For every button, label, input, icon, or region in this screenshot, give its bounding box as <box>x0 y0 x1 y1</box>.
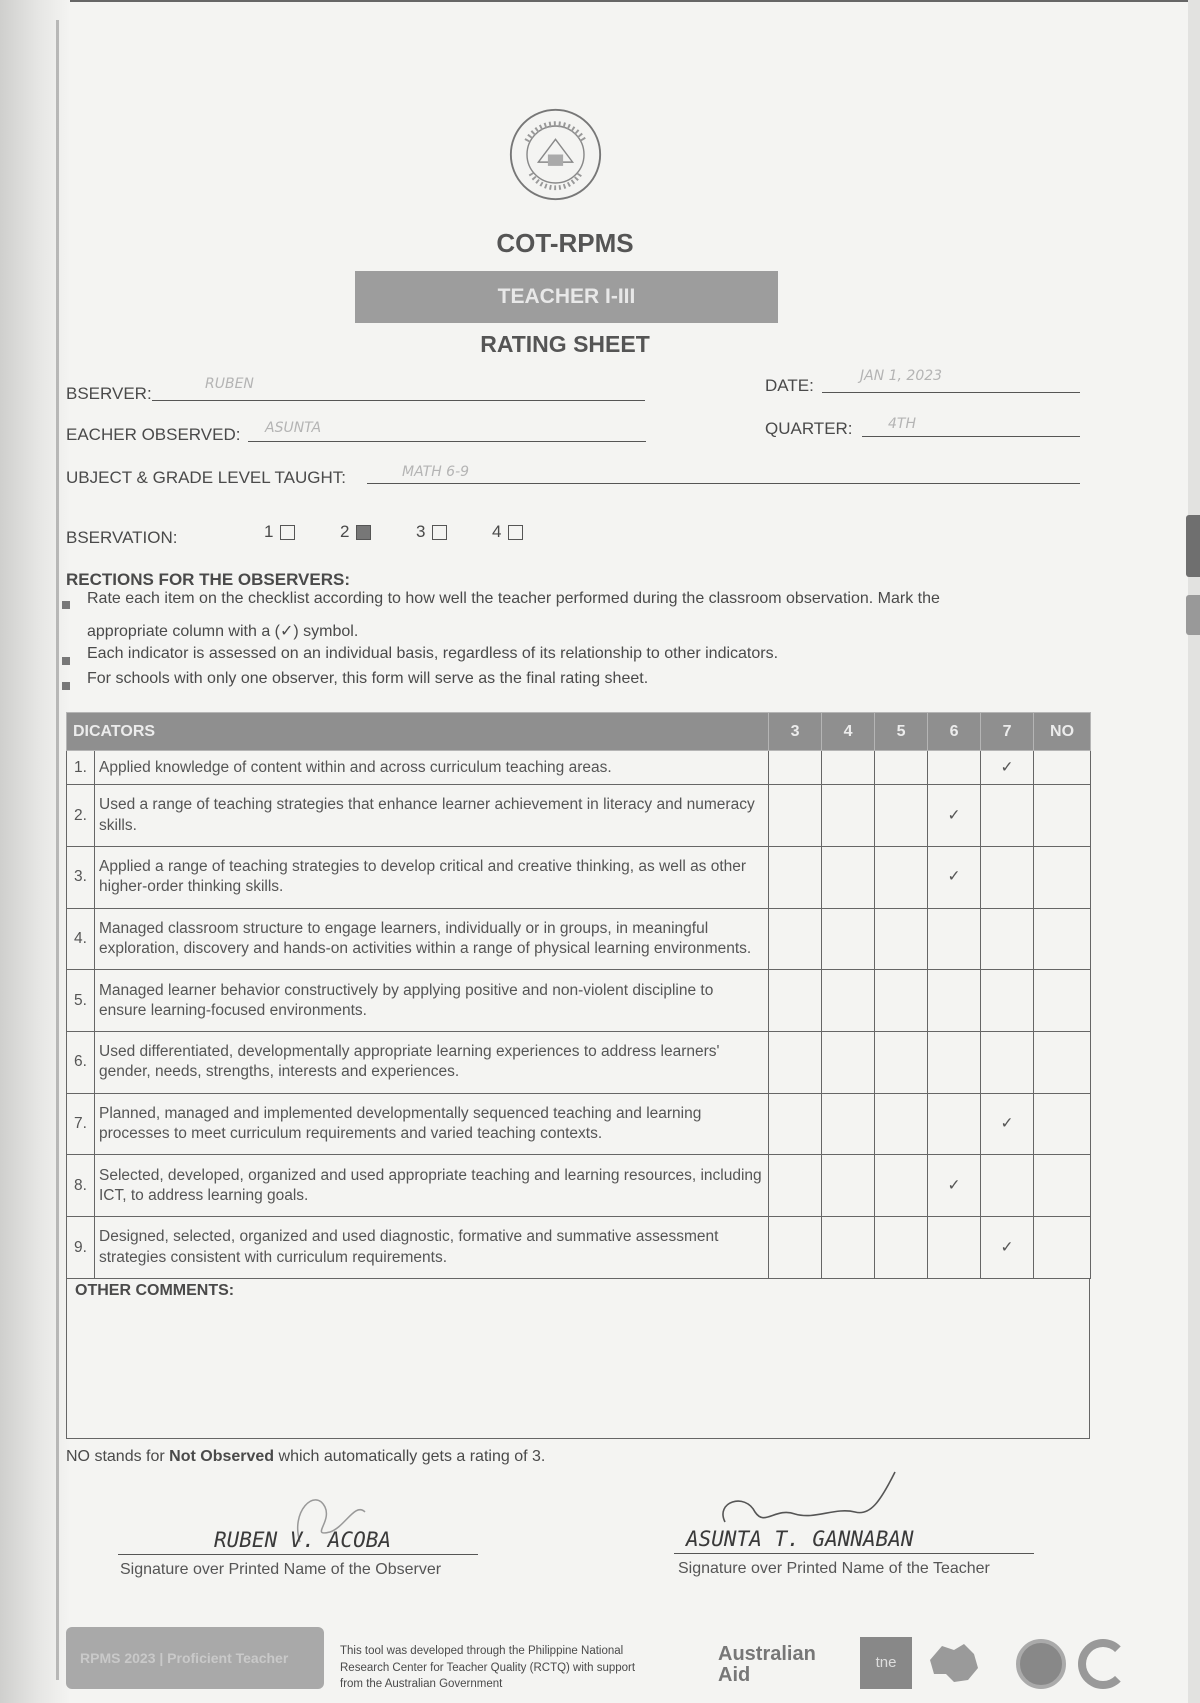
bullet-marker <box>62 601 70 609</box>
rating-cell[interactable] <box>769 970 822 1032</box>
note-bold: Not Observed <box>169 1448 275 1465</box>
page-subtitle: RATING SHEET <box>480 331 650 357</box>
subject-grade-value[interactable]: MATH 6-9 <box>402 464 470 480</box>
indicator-number: 8. <box>67 1155 95 1217</box>
observer-line <box>152 400 645 401</box>
observation-option-label: 4 <box>492 522 502 541</box>
rating-cell[interactable] <box>822 785 875 847</box>
rating-cell[interactable] <box>981 785 1034 847</box>
column-header: 4 <box>822 713 875 751</box>
date-label: DATE: <box>765 376 814 395</box>
rating-cell[interactable] <box>875 970 928 1032</box>
rating-cell[interactable] <box>822 751 875 785</box>
rating-cell[interactable] <box>1034 846 1091 908</box>
note-suffix: which automatically gets a rating of 3. <box>274 1448 546 1465</box>
table-row <box>67 1093 1091 1155</box>
other-comments-label: OTHER COMMENTS: <box>75 1282 235 1299</box>
rating-cell[interactable] <box>875 1093 928 1155</box>
indicator-text: Planned, managed and implemented developmentally sequenced teaching and learning processes to meet curriculum requirements and varied teaching contexts. <box>95 1093 769 1155</box>
subject-grade-line <box>367 483 1080 484</box>
indicator-text: Managed classroom structure to engage learners, individually or in groups, in meaningful exploration, discovery and hands-on activities within a range of physical learning environments. <box>95 908 769 970</box>
observation-option-1[interactable] <box>264 522 295 542</box>
direction-line: appropriate column with a (✓) symbol. <box>87 623 359 640</box>
rating-cell[interactable] <box>928 751 981 785</box>
rating-cell[interactable]: ✓ <box>928 1155 981 1217</box>
rating-cell[interactable]: ✓ <box>981 1093 1034 1155</box>
observer-signature-line <box>118 1554 478 1555</box>
rating-cell[interactable] <box>822 908 875 970</box>
seal-logo-icon <box>1016 1639 1066 1689</box>
indicator-number: 1. <box>67 751 95 785</box>
table-row <box>67 1032 1091 1094</box>
footer-credit-line: This tool was developed through the Philippine National <box>340 1645 624 1657</box>
table-row <box>67 846 1091 908</box>
quarter-label: QUARTER: <box>765 419 853 438</box>
column-header: 7 <box>981 713 1034 751</box>
rating-cell[interactable]: ✓ <box>928 846 981 908</box>
rating-cell[interactable] <box>822 970 875 1032</box>
observer-signature-caption: Signature over Printed Name of the Observer <box>120 1561 442 1578</box>
indicator-number: 2. <box>67 785 95 847</box>
indicator-text: Managed learner behavior constructively by applying positive and non-violent discipline to ensure learning-focused environments. <box>95 970 769 1032</box>
rating-cell[interactable] <box>822 1093 875 1155</box>
date-line <box>822 392 1080 393</box>
indicator-text: Designed, selected, organized and used diagnostic, formative and summative assessment strategies consistent with curriculum requirements. <box>95 1217 769 1279</box>
quarter-line <box>862 436 1080 437</box>
table-row <box>67 785 1091 847</box>
indicators-table <box>66 712 1091 1279</box>
column-header: 6 <box>928 713 981 751</box>
rating-cell[interactable]: ✓ <box>981 1217 1034 1279</box>
observation-label: BSERVATION: <box>66 528 178 547</box>
rating-cell[interactable] <box>928 970 981 1032</box>
rating-cell[interactable]: ✓ <box>928 785 981 847</box>
rating-cell[interactable] <box>981 846 1034 908</box>
teacher-observed-value[interactable]: ASUNTA <box>265 420 322 436</box>
rating-cell[interactable] <box>822 846 875 908</box>
indicator-number: 7. <box>67 1093 95 1155</box>
rating-cell[interactable] <box>1034 751 1091 785</box>
table-header-row <box>67 713 1091 751</box>
observer-value[interactable]: RUBEN <box>205 376 254 392</box>
indicator-number: 6. <box>67 1032 95 1094</box>
observation-option-4[interactable] <box>492 522 523 542</box>
rating-cell[interactable] <box>1034 1155 1091 1217</box>
teacher-observed-line <box>248 441 646 442</box>
note-prefix: NO stands for <box>66 1448 170 1465</box>
rating-cell[interactable] <box>769 1217 822 1279</box>
teacher-signature-caption: Signature over Printed Name of the Teacher <box>678 1560 990 1577</box>
not-observed-note <box>66 1448 545 1466</box>
indicator-number: 9. <box>67 1217 95 1279</box>
rating-cell[interactable] <box>1034 1217 1091 1279</box>
rating-cell[interactable] <box>769 1155 822 1217</box>
column-header: 3 <box>769 713 822 751</box>
rating-cell[interactable] <box>1034 1032 1091 1094</box>
rating-cell[interactable] <box>981 1155 1034 1217</box>
partner-logo: tne <box>860 1637 912 1689</box>
direction-line: Rate each item on the checklist according to how well the teacher performed during the classroom observation. Mark the <box>87 590 940 607</box>
rating-cell[interactable] <box>928 908 981 970</box>
rating-cell[interactable] <box>875 785 928 847</box>
indicator-number: 5. <box>67 970 95 1032</box>
table-row <box>67 1217 1091 1279</box>
footer-badge: RPMS 2023 | Proficient Teacher <box>66 1627 324 1689</box>
indicator-text: Used differentiated, developmentally appropriate learning experiences to address learners' gender, needs, strengths, interests and experiences. <box>95 1032 769 1094</box>
rating-cell[interactable] <box>981 1032 1034 1094</box>
rating-cell[interactable] <box>769 908 822 970</box>
bullet-marker <box>62 657 70 665</box>
rating-cell[interactable]: ✓ <box>981 751 1034 785</box>
observation-checkbox[interactable] <box>432 525 447 540</box>
observation-option-3[interactable] <box>416 522 447 542</box>
rating-cell[interactable] <box>875 846 928 908</box>
rating-cell[interactable] <box>1034 785 1091 847</box>
bullet-marker <box>62 682 70 690</box>
rating-cell[interactable] <box>769 846 822 908</box>
indicator-text: Applied a range of teaching strategies to develop critical and creative thinking, as well as other higher-order thinking skills. <box>95 846 769 908</box>
rating-cell[interactable] <box>928 1217 981 1279</box>
rating-cell[interactable] <box>875 1217 928 1279</box>
rctq-logo-icon <box>1078 1639 1128 1689</box>
indicator-number: 4. <box>67 908 95 970</box>
table-row <box>67 1155 1091 1217</box>
indicator-text: Applied knowledge of content within and across curriculum teaching areas. <box>95 751 769 785</box>
observation-option-2[interactable] <box>340 522 371 542</box>
rating-cell[interactable] <box>769 1093 822 1155</box>
top-edge-line <box>0 0 1200 2</box>
column-header: NO <box>1034 713 1091 751</box>
observation-checkbox[interactable] <box>508 525 523 540</box>
rating-cell[interactable] <box>928 1032 981 1094</box>
teacher-level-banner: TEACHER I-III <box>355 271 778 323</box>
directions-title: RECTIONS FOR THE OBSERVERS: <box>66 570 350 589</box>
other-comments-box[interactable] <box>66 1279 1090 1439</box>
deped-seal-icon <box>508 107 603 202</box>
observation-option-label: 2 <box>340 522 350 541</box>
binding-line <box>56 20 59 1680</box>
right-edge-tab <box>1186 515 1200 577</box>
rating-cell[interactable] <box>928 1093 981 1155</box>
rating-cell[interactable] <box>1034 908 1091 970</box>
table-row <box>67 751 1091 785</box>
date-value[interactable]: JAN 1, 2023 <box>860 368 943 384</box>
rating-cell[interactable] <box>769 785 822 847</box>
australian-aid-line1: Australian <box>718 1643 816 1665</box>
teacher-printed-name: ASUNTA T. GANNABAN <box>686 1527 914 1551</box>
direction-line: For schools with only one observer, this form will serve as the final rating sheet. <box>87 670 649 687</box>
rating-cell[interactable] <box>875 751 928 785</box>
teacher-signature-line <box>674 1553 1034 1554</box>
column-header: 5 <box>875 713 928 751</box>
footer-credit-line: from the Australian Government <box>340 1678 503 1691</box>
observer-label: BSERVER: <box>66 384 152 403</box>
australian-aid-line2: Aid <box>718 1664 751 1686</box>
indicator-text: Used a range of teaching strategies that enhance learner achievement in literacy and numeracy skills. <box>95 785 769 847</box>
rating-cell[interactable] <box>822 1032 875 1094</box>
indicators-header: DICATORS <box>67 713 769 751</box>
rating-cell[interactable] <box>822 1217 875 1279</box>
rating-cell[interactable] <box>875 1032 928 1094</box>
rating-cell[interactable] <box>769 1032 822 1094</box>
rating-cell[interactable] <box>981 970 1034 1032</box>
footer-credits <box>340 1643 635 1693</box>
rating-cell[interactable] <box>875 908 928 970</box>
observer-printed-name: RUBEN V. ACOBA <box>214 1528 392 1552</box>
teacher-observed-label: EACHER OBSERVED: <box>66 425 241 444</box>
australian-aid-logo <box>718 1644 816 1686</box>
rating-cell[interactable] <box>769 751 822 785</box>
right-edge-tab <box>1186 595 1200 635</box>
australia-map-icon <box>924 1640 982 1686</box>
page-title: COT-RPMS <box>496 228 634 258</box>
subject-grade-label: UBJECT & GRADE LEVEL TAUGHT: <box>66 468 346 487</box>
rating-cell[interactable] <box>981 908 1034 970</box>
direction-line: Each indicator is assessed on an individual basis, regardless of its relationship to other indicators. <box>87 645 779 662</box>
table-row <box>67 970 1091 1032</box>
observation-option-label: 1 <box>264 522 274 541</box>
observation-option-label: 3 <box>416 522 426 541</box>
footer-credit-line: Research Center for Teacher Quality (RCTQ) with support <box>340 1661 636 1674</box>
rating-cell[interactable] <box>1034 1093 1091 1155</box>
rating-cell[interactable] <box>1034 970 1091 1032</box>
table-row <box>67 908 1091 970</box>
observation-checkbox[interactable] <box>280 525 295 540</box>
rating-cell[interactable] <box>875 1155 928 1217</box>
observation-checkbox[interactable] <box>356 525 371 540</box>
right-page-edge <box>1188 0 1200 1703</box>
rating-cell[interactable] <box>822 1155 875 1217</box>
indicator-text: Selected, developed, organized and used appropriate teaching and learning resources, including ICT, to address learning goals. <box>95 1155 769 1217</box>
quarter-value[interactable]: 4TH <box>888 416 916 432</box>
indicator-number: 3. <box>67 846 95 908</box>
